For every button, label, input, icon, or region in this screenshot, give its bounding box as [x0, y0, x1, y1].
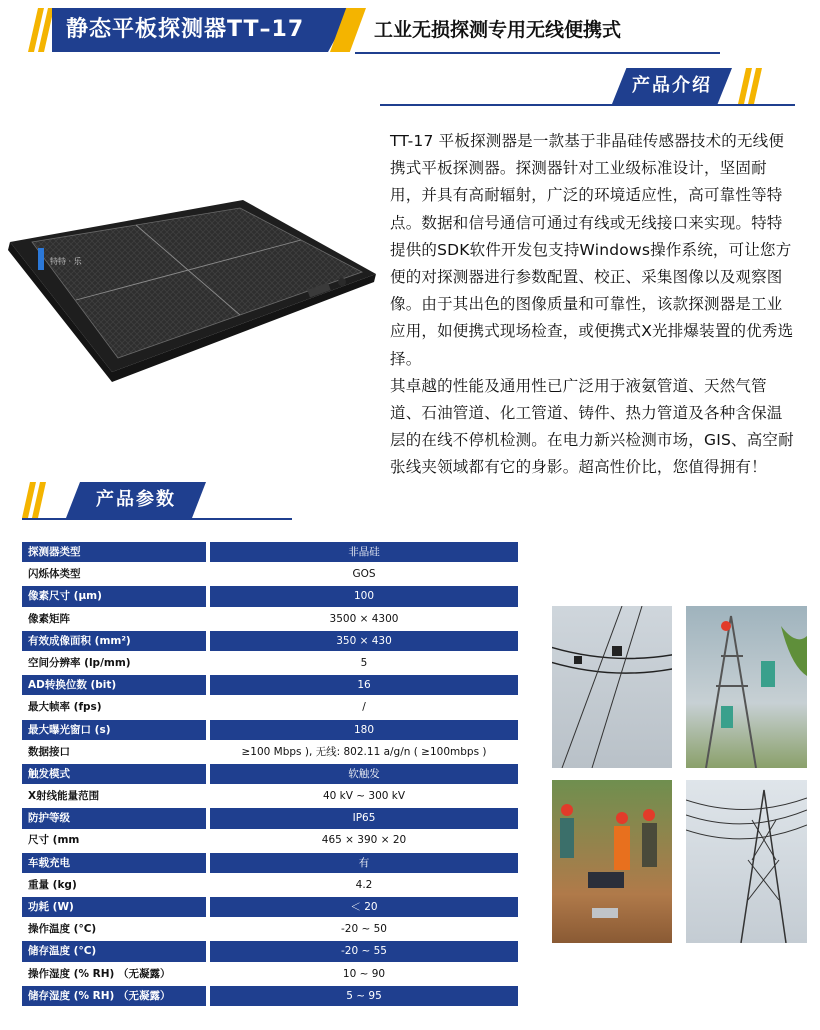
spec-key: X射线能量范围	[22, 786, 206, 806]
table-row	[22, 564, 518, 584]
table-row	[22, 875, 518, 895]
spec-key: 数据接口	[22, 742, 206, 762]
spec-key: 最大帧率 (fps)	[22, 697, 206, 717]
description-paragraph-1: TT-17 平板探测器是一款基于非晶硅传感器技术的无线便携式平板探测器。探测器针对工业级标准设计，坚固耐用，并具有高耐辐射，广泛的环境适应性，高可靠性等特点。数据和信号通信可通过有线或无线接口来实现。特特提供的SDK软件开发包支持Windows操作系统，可让您方便的对探测器进行参数配置、校正、采集图像以及观察图像。由于其出色的图像质量和可靠性，该款探测器是工业应用，如便携式现场检查，或便携式X光排爆装置的优秀选择。	[390, 132, 794, 368]
spec-table	[22, 542, 518, 1008]
intro-heading-underline	[380, 104, 795, 106]
spec-value: 180	[210, 720, 518, 740]
spec-value: 16	[210, 675, 518, 695]
header-underline	[355, 52, 720, 54]
spec-value: 100	[210, 586, 518, 606]
spec-key: 尺寸 (mm	[22, 830, 206, 850]
spec-value: 有	[210, 853, 518, 873]
product-description	[390, 128, 795, 482]
spec-key: 触发模式	[22, 764, 206, 784]
spec-value: 465 × 390 × 20	[210, 830, 518, 850]
page-subtitle: 工业无损探测专用无线便携式	[374, 19, 622, 41]
spec-value: 350 × 430	[210, 631, 518, 651]
table-row	[22, 631, 518, 651]
spec-key: 有效成像面积 (mm²)	[22, 631, 206, 651]
params-heading-underline	[22, 518, 292, 520]
spec-value: -20 ~ 55	[210, 941, 518, 961]
table-row	[22, 542, 518, 562]
table-row	[22, 786, 518, 806]
params-heading-label: 产品参数	[96, 489, 176, 510]
table-row	[22, 941, 518, 961]
spec-key: 像素尺寸 (μm)	[22, 586, 206, 606]
spec-key: 功耗 (W)	[22, 897, 206, 917]
table-row	[22, 808, 518, 828]
spec-value: 3500 × 4300	[210, 609, 518, 629]
table-row	[22, 830, 518, 850]
table-row	[22, 720, 518, 740]
spec-key: 闪烁体类型	[22, 564, 206, 584]
spec-key: 操作温度 (°C)	[22, 919, 206, 939]
spec-value: 非晶硅	[210, 542, 518, 562]
spec-value: ≥100 Mbps ), 无线: 802.11 a/g/n ( ≥100mbps )	[210, 742, 518, 762]
photo-power-line-detector	[552, 606, 672, 768]
table-row	[22, 897, 518, 917]
detector-product-image	[8, 190, 378, 390]
spec-key: 像素矩阵	[22, 609, 206, 629]
spec-key: 车载充电	[22, 853, 206, 873]
spec-value: ＜ 20	[210, 897, 518, 917]
photo-transmission-tower	[686, 780, 807, 943]
description-paragraph-2: 其卓越的性能及通用性已广泛用于液氨管道、天然气管道、石油管道、化工管道、铸件、热力管道及各种含保温层的在线不停机检测。在电力新兴检测市场，GIS、高空耐张线夹领域都有它的身影。超高性价比，您值得拥有！	[390, 376, 794, 477]
spec-value: GOS	[210, 564, 518, 584]
photo-field-inspection	[552, 780, 672, 943]
intro-section-heading	[590, 68, 795, 104]
table-row	[22, 964, 518, 984]
params-section-heading	[22, 482, 292, 518]
photo-tower-workers	[686, 606, 807, 768]
page-title: 静态平板探测器TT–17	[66, 17, 305, 42]
table-row	[22, 653, 518, 673]
spec-value: 5	[210, 653, 518, 673]
spec-value: /	[210, 697, 518, 717]
spec-value: 软触发	[210, 764, 518, 784]
spec-value: 40 kV ~ 300 kV	[210, 786, 518, 806]
table-row	[22, 675, 518, 695]
table-row	[22, 697, 518, 717]
spec-key: 空间分辨率 (lp/mm)	[22, 653, 206, 673]
spec-value: 5 ~ 95	[210, 986, 518, 1006]
spec-key: AD转换位数 (bit)	[22, 675, 206, 695]
spec-value: 10 ~ 90	[210, 964, 518, 984]
spec-key: 操作湿度 (% RH) （无凝露）	[22, 964, 206, 984]
spec-key: 探测器类型	[22, 542, 206, 562]
spec-value: 4.2	[210, 875, 518, 895]
intro-heading-label: 产品介绍	[632, 75, 712, 96]
table-row	[22, 764, 518, 784]
spec-key: 最大曝光窗口 (s)	[22, 720, 206, 740]
product-logo-text: 特特 · 乐	[50, 257, 82, 266]
stripe-decoration-icon	[738, 68, 768, 104]
spec-value: IP65	[210, 808, 518, 828]
table-row	[22, 986, 518, 1006]
spec-value: -20 ~ 50	[210, 919, 518, 939]
table-row	[22, 853, 518, 873]
table-row	[22, 586, 518, 606]
spec-key: 重量 (kg)	[22, 875, 206, 895]
spec-key: 防护等级	[22, 808, 206, 828]
table-row	[22, 609, 518, 629]
spec-key: 储存湿度 (% RH) （无凝露）	[22, 986, 206, 1006]
table-row	[22, 742, 518, 762]
stripe-decoration-icon	[22, 482, 52, 518]
page-header	[0, 0, 820, 62]
table-row	[22, 919, 518, 939]
spec-key: 储存温度 (°C)	[22, 941, 206, 961]
